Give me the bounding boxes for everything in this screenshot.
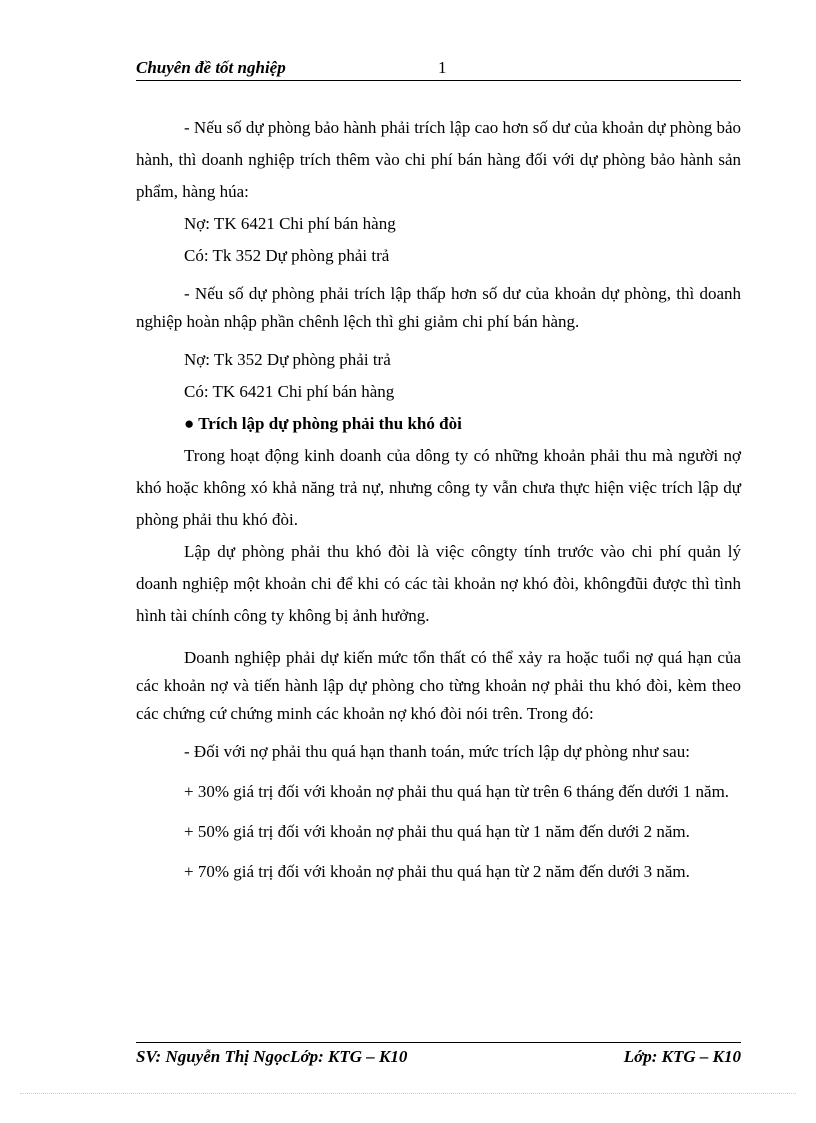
page-header bbox=[136, 58, 741, 81]
paragraph-overdue-rates: - Đối với nợ phải thu quá hạn thanh toán, mức trích lập dự phòng như sau: bbox=[184, 742, 690, 761]
page-footer bbox=[136, 1042, 741, 1069]
footer-class: Lớp: KTG – K10 bbox=[623, 1047, 741, 1066]
paragraph-loss-estimate: Doanh nghiệp phải dự kiến mức tổn thất có thể xảy ra hoặc tuổi nợ quá hạn của các khoản nợ và tiến hành lập dự phòng cho từng khoản nợ phải thu khó đòi, kèm theo các chứng cứ chứng minh các khoản nợ khó đòi nói trên. Trong đó: bbox=[136, 648, 741, 723]
page-bottom-dotted-line bbox=[20, 1093, 796, 1094]
rate-30-percent: + 30% giá trị đối với khoản nợ phải thu quá hạn từ trên 6 tháng đến dưới 1 năm. bbox=[184, 782, 730, 801]
rate-50-percent: + 50% giá trị đối với khoản nợ phải thu quá hạn từ 1 năm đến dưới 2 năm. bbox=[184, 822, 690, 841]
paragraph-company-receivables: Trong hoạt động kinh doanh của dông ty có những khoản phải thu mà người nợ khó hoặc không xó khả năng trả nự, nhưng công ty vẫn chưa thực hiện việc trích lập dự phòng phải thu khó đòi. bbox=[136, 446, 741, 529]
entry-credit-352: Có: Tk 352 Dự phòng phải trả bbox=[184, 246, 390, 265]
footer-student: SV: Nguyễn Thị NgọcLớp: KTG – K10 bbox=[136, 1047, 408, 1066]
page-number: 1 bbox=[438, 58, 447, 77]
rate-70-percent: + 70% giá trị đối với khoản nợ phải thu quá hạn từ 2 năm đến dưới 3 năm. bbox=[184, 862, 690, 881]
paragraph-warranty-lower: - Nếu số dự phòng phải trích lập thấp hơn số dư của khoản dự phòng, thì doanh nghiệp hoàn nhập phần chênh lệch thì ghi giảm chi phí bán hàng. bbox=[136, 284, 741, 331]
entry-debit-6421: Nợ: TK 6421 Chi phí bán hàng bbox=[184, 214, 396, 233]
entry-credit-6421: Có: TK 6421 Chi phí bán hàng bbox=[184, 382, 395, 401]
paragraph-bad-debt-definition: Lập dự phòng phải thu khó đòi là việc côngty tính trước vào chi phí quản lý doanh nghiệp một khoản chi để khi có các tài khoản nợ khó đòi, khôngđũi được thì tình hình tài chính công ty không bị ảnh hưởng. bbox=[136, 542, 741, 625]
document-title: Chuyên đề tốt nghiệp bbox=[136, 58, 286, 77]
document-body bbox=[136, 112, 741, 886]
entry-debit-352: Nợ: Tk 352 Dự phòng phải trả bbox=[184, 350, 391, 369]
section-heading-bad-debt: ● Trích lập dự phòng phải thu khó đòi bbox=[184, 414, 462, 433]
paragraph-warranty-higher: - Nếu số dự phòng bảo hành phải trích lập cao hơn số dư của khoản dự phòng bảo hành, thì doanh nghiệp trích thêm vào chi phí bán hàng đối với dự phòng bảo hành sản phẩm, hàng húa: bbox=[136, 118, 741, 201]
